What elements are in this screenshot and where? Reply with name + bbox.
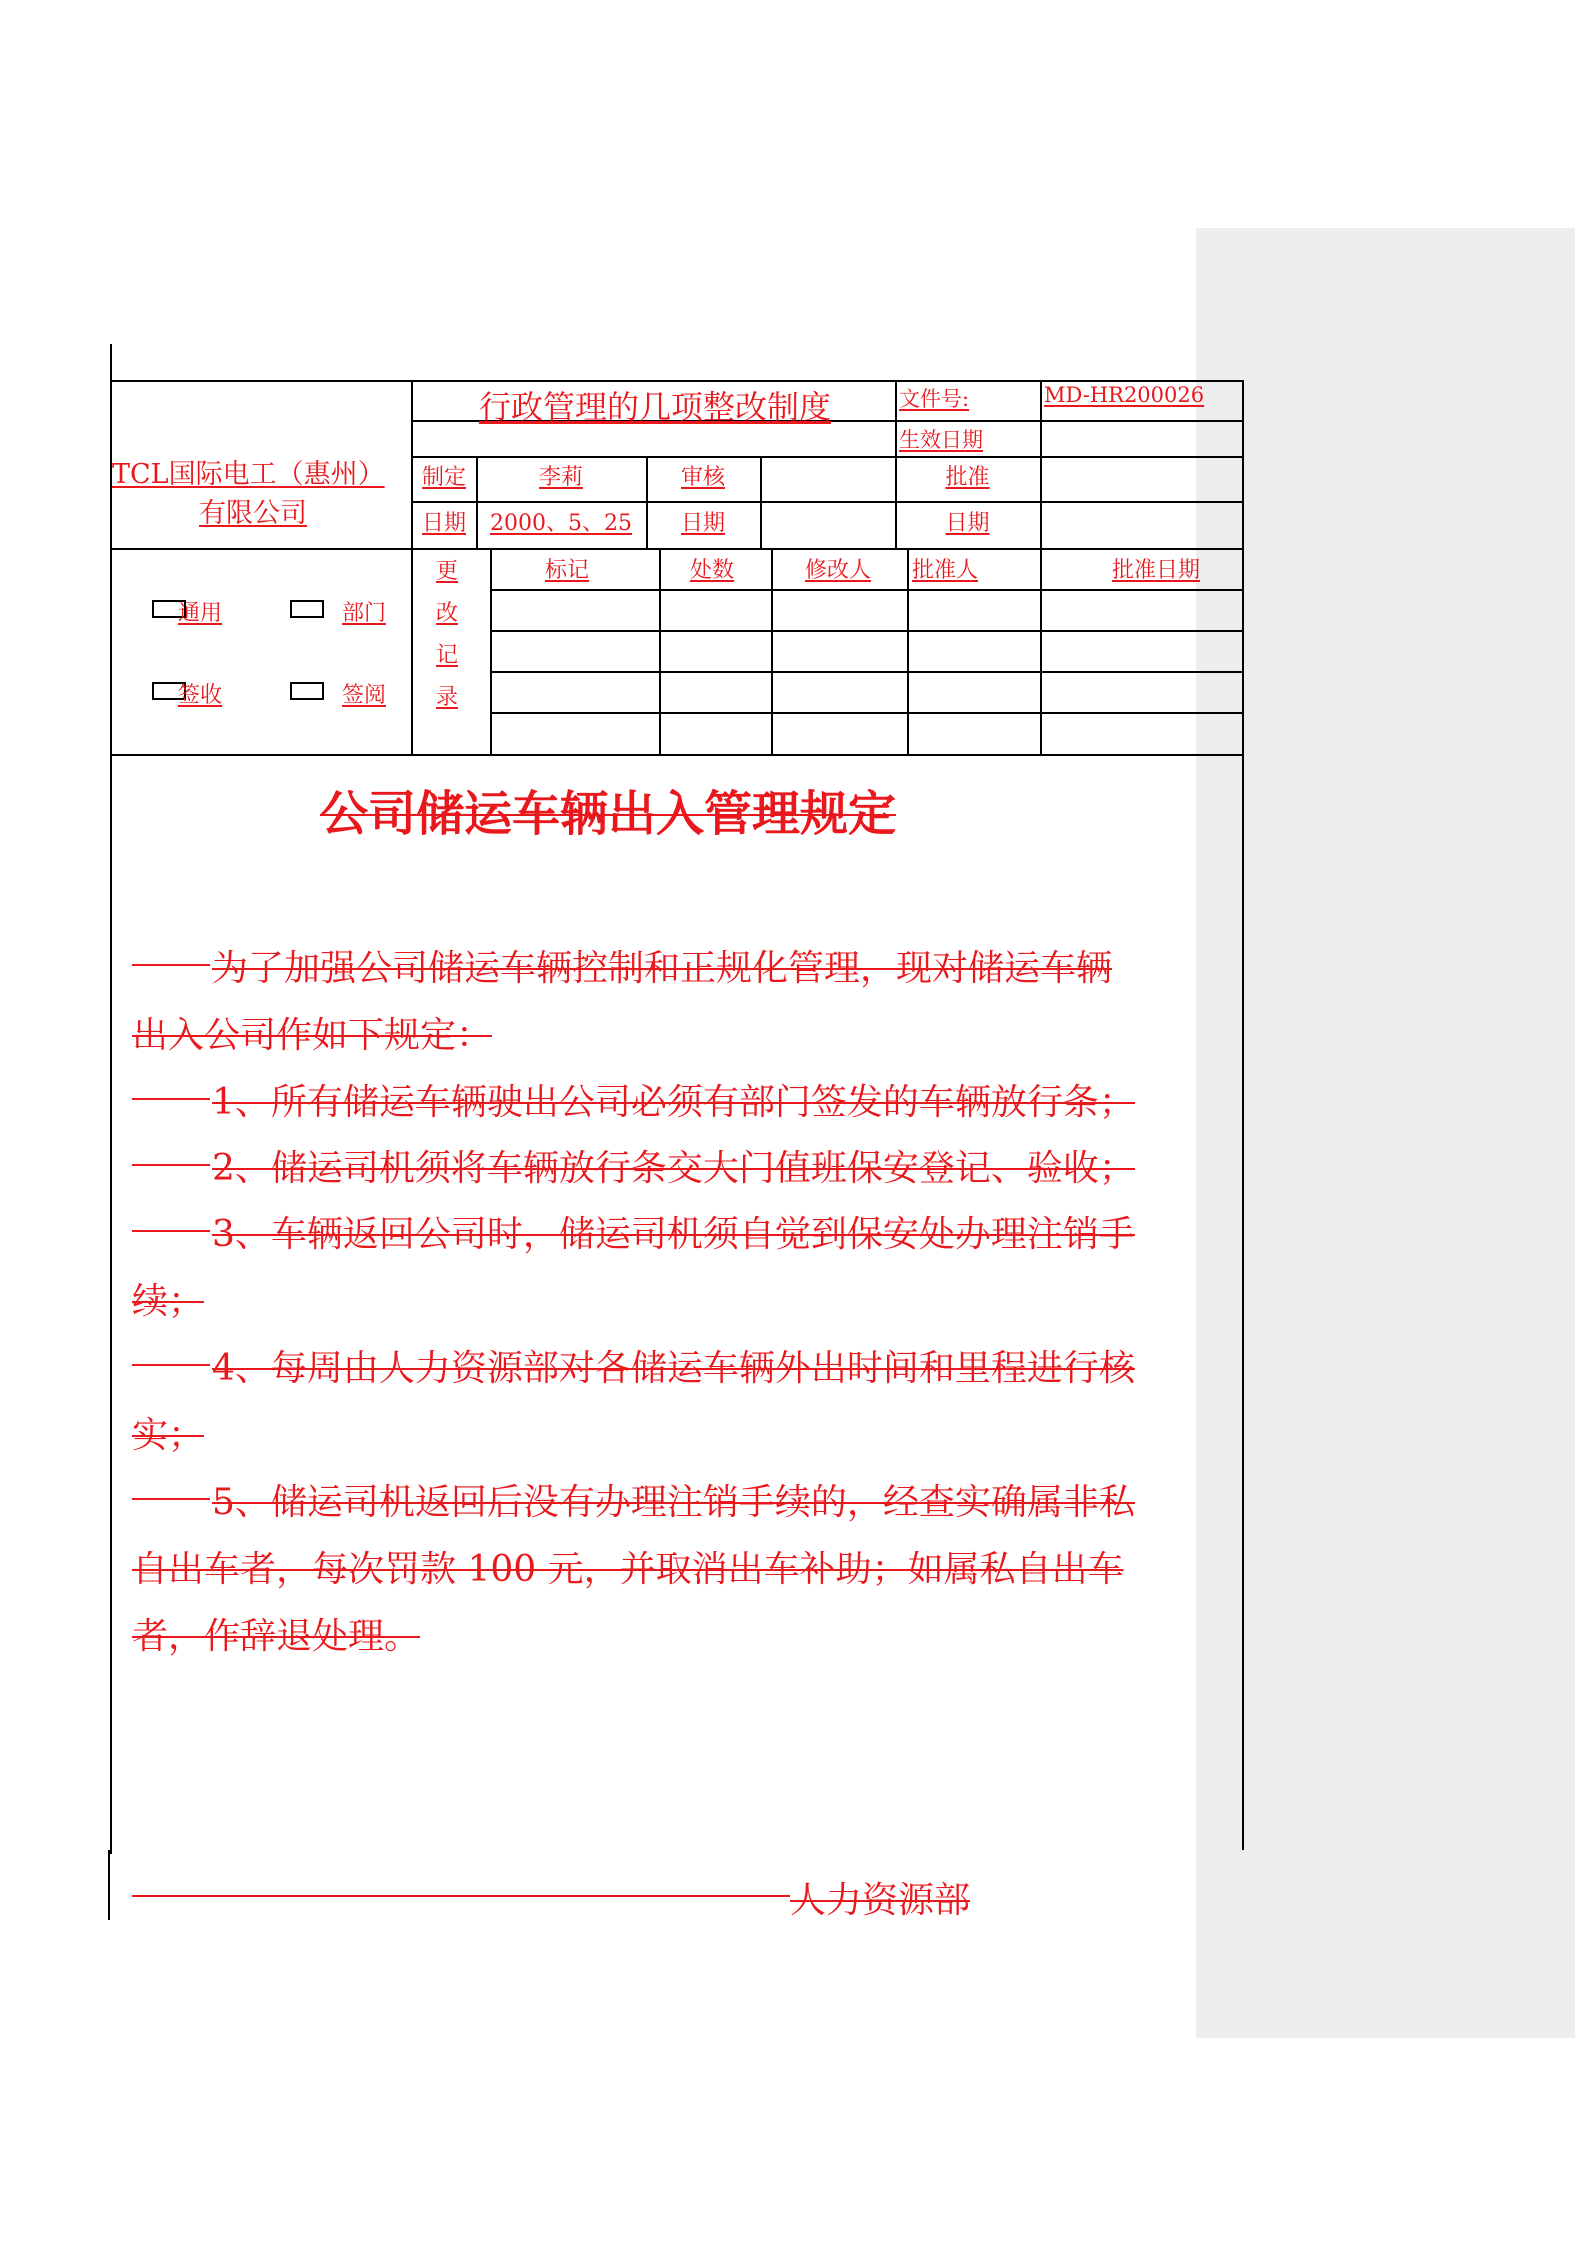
review-date-label: 日期 [680, 511, 725, 536]
body-line-7: 4、每周由人力资源部对各储运车辆外出时间和里程进行核 [212, 1348, 1135, 1389]
column-approve-date: 批准日期 [1112, 558, 1201, 583]
company-name-line2: 有限公司 [199, 498, 307, 529]
drafter-name: 李莉 [538, 465, 583, 490]
sign-read-label: 签阅 [342, 683, 387, 708]
body-line-1: 为了加强公司储运车辆控制和正规化管理，现对储运车辆 [212, 948, 1113, 989]
department-checkbox[interactable] [290, 600, 324, 618]
general-label: 通用 [178, 601, 223, 626]
department-label: 部门 [342, 601, 387, 626]
change-record-char-2: 改 [436, 601, 459, 626]
body-line-10: 自出车者，每次罚款 100 元，并取消出车补助；如属私自出车 [132, 1549, 1124, 1590]
column-mark: 标记 [545, 558, 590, 583]
change-record-char-3: 记 [436, 643, 459, 668]
drafted-by-label: 制定 [422, 465, 467, 490]
document-title: 行政管理的几项整改制度 [478, 388, 831, 426]
column-approver: 批准人 [912, 558, 979, 583]
column-count: 处数 [690, 558, 735, 583]
approve-date-label: 日期 [945, 511, 990, 536]
file-number-label: 文件号: [899, 387, 970, 411]
column-modifier: 修改人 [805, 558, 872, 583]
approve-label: 批准 [945, 465, 990, 490]
review-label: 审核 [680, 465, 725, 490]
body-line-11: 者，作辞退处理。 [132, 1616, 421, 1657]
drafted-date: 2000、5、25 [490, 511, 632, 536]
change-record-char-4: 录 [436, 685, 459, 710]
body-line-6: 续； [132, 1281, 205, 1322]
comment-margin [1196, 228, 1575, 2038]
sign-receive-label: 签收 [178, 683, 223, 708]
body-line-8: 实； [132, 1415, 205, 1456]
body-line-3: 1、所有储运车辆驶出公司必须有部门签发的车辆放行条； [212, 1082, 1135, 1123]
company-name-line1: TCL国际电工（惠州） [112, 459, 385, 490]
body-line-2: 出入公司作如下规定： [132, 1015, 493, 1056]
signature-department: 人力资源部 [790, 1880, 971, 1921]
change-record-char-1: 更 [436, 559, 459, 584]
sign-read-checkbox[interactable] [290, 682, 324, 700]
body-line-4: 2、储运司机须将车辆放行条交大门值班保安登记、验收； [212, 1148, 1135, 1189]
notice-title: 公司储运车辆出入管理规定 [320, 786, 897, 842]
body-line-9: 5、储运司机返回后没有办理注销手续的，经查实确属非私 [212, 1482, 1135, 1523]
effective-date-label: 生效日期 [899, 428, 983, 452]
file-number: MD-HR200026 [1044, 383, 1205, 407]
drafted-date-label: 日期 [422, 511, 467, 536]
body-line-5: 3、车辆返回公司时，储运司机须自觉到保安处办理注销手 [212, 1214, 1135, 1255]
